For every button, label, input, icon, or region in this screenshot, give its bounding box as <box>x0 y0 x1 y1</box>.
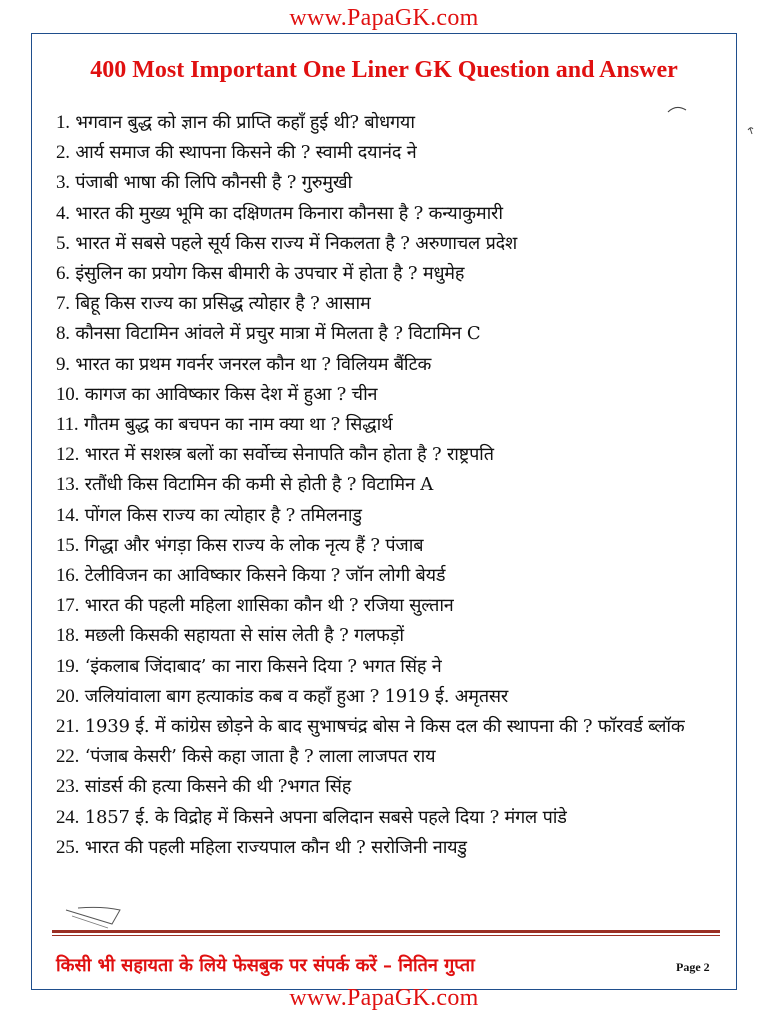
question-item <box>56 682 726 712</box>
question-item <box>56 621 726 651</box>
question-number: 18. <box>56 625 80 647</box>
site-url-header[interactable]: www.PapaGK.com <box>289 5 479 31</box>
question-text: भारत की पहली महिला राज्यपाल कौन थी ? सरोजिनी नायडु <box>84 836 467 858</box>
question-item <box>56 108 726 138</box>
question-number: 12. <box>56 444 80 466</box>
question-text: सांडर्स की हत्या किसने की थी ?भगत सिंह <box>84 776 352 798</box>
question-text: भारत का प्रथम गवर्नर जनरल कौन था ? विलियम बैंटिक <box>75 353 432 375</box>
question-item <box>56 259 726 289</box>
question-text: ‘इंकलाब जिंदाबाद’ का नारा किसने दिया ? भगत सिंह ने <box>84 655 442 677</box>
question-item <box>56 803 726 833</box>
footer-divider <box>52 930 720 933</box>
question-number: 5. <box>56 232 70 254</box>
question-number: 13. <box>56 474 80 496</box>
question-text: कागज का आविष्कार किस देश में हुआ ? चीन <box>84 383 378 405</box>
question-item <box>56 742 726 772</box>
question-text: पोंगल किस राज्य का त्योहार है ? तमिलनाडु <box>84 504 362 526</box>
question-number: 23. <box>56 776 80 798</box>
question-number: 14. <box>56 504 80 526</box>
question-item <box>56 289 726 319</box>
question-item <box>56 350 726 380</box>
question-item <box>56 591 726 621</box>
question-number: 4. <box>56 202 70 224</box>
question-text: 1857 ई. के विद्रोह में किसने अपना बलिदान सबसे पहले दिया ? मंगल पांडे <box>84 806 567 828</box>
question-number: 24. <box>56 806 80 828</box>
question-item <box>56 833 726 863</box>
question-number: 6. <box>56 263 70 285</box>
question-number: 8. <box>56 323 70 345</box>
question-item <box>56 440 726 470</box>
question-item <box>56 319 726 349</box>
question-item <box>56 410 726 440</box>
question-list <box>56 108 726 863</box>
question-item <box>56 199 726 229</box>
question-item <box>56 470 726 500</box>
question-item <box>56 380 726 410</box>
page-title: 400 Most Important One Liner GK Question and Answer <box>90 57 678 83</box>
question-number: 21. <box>56 716 80 738</box>
question-text: भारत की मुख्य भूमि का दक्षिणतम किनारा कौनसा है ? कन्याकुमारी <box>75 202 503 224</box>
question-text: रतौंधी किस विटामिन की कमी से होती है ? विटामिन A <box>84 474 434 496</box>
question-number: 10. <box>56 383 80 405</box>
question-text: कौनसा विटामिन आंवले में प्रचुर मात्रा में मिलता है ? विटामिन C <box>75 323 481 345</box>
question-number: 1. <box>56 112 70 133</box>
question-item <box>56 501 726 531</box>
question-number: 25. <box>56 836 80 858</box>
page-number: Page 2 <box>676 960 710 974</box>
question-item <box>56 772 726 802</box>
question-number: 9. <box>56 353 70 375</box>
question-item <box>56 531 726 561</box>
question-text: भारत में सबसे पहले सूर्य किस राज्य में निकलता है ? अरुणाचल प्रदेश <box>75 232 518 254</box>
question-number: 15. <box>56 534 80 556</box>
question-number: 11. <box>56 414 79 436</box>
question-text: गिद्धा और भंगड़ा किस राज्य के लोक नृत्य हैं ? पंजाब <box>84 534 424 556</box>
question-item <box>56 229 726 259</box>
question-text: भारत में सशस्त्र बलों का सर्वोच्च सेनापति कौन होता है ? राष्ट्रपति <box>84 444 494 466</box>
question-text: आर्य समाज की स्थापना किसने की ? स्वामी दयानंद ने <box>75 142 417 164</box>
question-item <box>56 138 726 168</box>
question-text: ‘पंजाब केसरी’ किसे कहा जाता है ? लाला लाजपत राय <box>84 746 436 768</box>
pen-scribble-icon <box>62 898 142 932</box>
question-number: 3. <box>56 172 70 194</box>
question-item <box>56 652 726 682</box>
question-number: 17. <box>56 595 80 617</box>
question-text: भगवान बुद्ध को ज्ञान की प्राप्ति कहाँ हुई थी? बोधगया <box>75 112 415 133</box>
question-number: 19. <box>56 655 80 677</box>
question-text: जलियांवाला बाग हत्याकांड कब व कहाँ हुआ ? 1919 ई. अमृतसर <box>84 685 509 707</box>
question-number: 16. <box>56 565 80 587</box>
question-text: टेलीविजन का आविष्कार किसने किया ? जॉन लोगी बेयर्ड <box>84 565 446 587</box>
question-item <box>56 168 726 198</box>
question-number: 2. <box>56 142 70 164</box>
footer-divider-thin <box>52 935 720 936</box>
question-text: भारत की पहली महिला शासिका कौन थी ? रजिया सुल्तान <box>84 595 454 617</box>
question-item <box>56 561 726 591</box>
question-text: 1939 ई. में कांग्रेस छोड़ने के बाद सुभाषचंद्र बोस ने किस दल की स्थापना की ? फॉरवर्ड ब्लॉक <box>84 716 685 738</box>
footer-contact-text: किसी भी सहायता के लिये फेसबुक पर संपर्क करें – नितिन गुप्ता <box>56 955 475 976</box>
question-text: मछली किसकी सहायता से सांस लेती है ? गलफड़ों <box>84 625 404 647</box>
question-text: बिहू किस राज्य का प्रसिद्ध त्योहार है ? आसाम <box>75 293 371 315</box>
question-text: पंजाबी भाषा की लिपि कौनसी है ? गुरुमुखी <box>75 172 353 194</box>
site-url-footer[interactable]: www.PapaGK.com <box>289 985 479 1011</box>
question-number: 7. <box>56 293 70 315</box>
pen-mark-top-icon <box>660 100 760 140</box>
question-number: 20. <box>56 685 80 707</box>
question-item <box>56 712 726 742</box>
question-text: इंसुलिन का प्रयोग किस बीमारी के उपचार में होता है ? मधुमेह <box>75 263 465 285</box>
question-number: 22. <box>56 746 80 768</box>
question-text: गौतम बुद्ध का बचपन का नाम क्या था ? सिद्धार्थ <box>83 414 393 436</box>
